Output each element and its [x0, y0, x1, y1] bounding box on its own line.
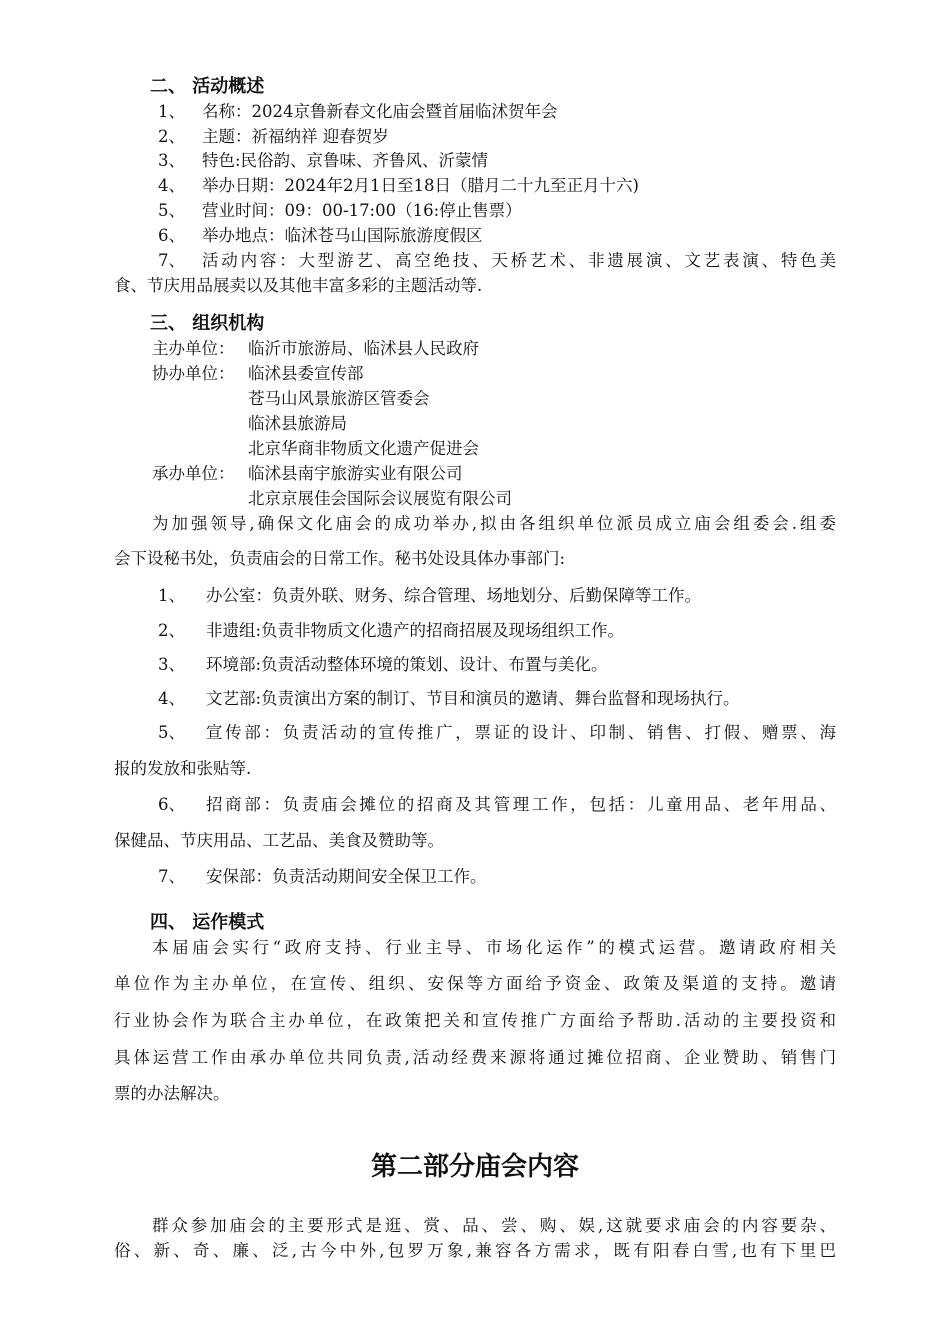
dept-text: 宣传部：负责活动的宣传推广，票证的设计、印制、销售、打假、赠票、海	[206, 723, 836, 742]
organizer-label: 承办单位：	[152, 464, 235, 483]
organizer-value: 北京京展佳会国际会议展览有限公司	[248, 489, 512, 508]
paragraph-line: 为加强领导,确保文化庙会的成功举办,拟由各组织单位派员成立庙会组委会.组委	[152, 514, 836, 533]
dept-text: 招商部：负责庙会摊位的招商及其管理工作，包括：儿童用品、老年用品、	[206, 795, 836, 814]
organizer-value: 临沭县南宇旅游实业有限公司	[248, 464, 463, 483]
dept-number: 7、	[158, 867, 185, 886]
item-number: 2、	[158, 127, 185, 146]
paragraph-line: 俗、新、奇、廉、泛,古今中外,包罗万象,兼容各方需求，既有阳春白雪,也有下里巴	[114, 1241, 836, 1260]
dept-text: 环境部:负责活动整体环境的策划、设计、布置与美化。	[206, 655, 608, 674]
dept-text-continuation: 报的发放和张贴等.	[114, 759, 252, 778]
dept-number: 6、	[158, 795, 185, 814]
section-heading-organization: 三、 组织机构	[150, 313, 265, 334]
paragraph-line: 行业协会作为联合主办单位，在政策把关和宣传推广方面给予帮助.活动的主要投资和	[114, 1011, 836, 1030]
co-host-value: 临沭县旅游局	[248, 414, 347, 433]
paragraph-line: 会下设秘书处，负责庙会的日常工作。秘书处设具体办事部门:	[114, 549, 566, 568]
co-host-label: 协办单位：	[152, 364, 235, 383]
dept-text: 安保部：负责活动期间安全保卫工作。	[206, 867, 487, 886]
section-heading-operation: 四、 运作模式	[150, 912, 265, 933]
co-host-value: 苍马山风景旅游区管委会	[248, 389, 430, 408]
item-text: 营业时间：09：00-17:00（16:停止售票）	[202, 201, 522, 220]
dept-number: 5、	[158, 723, 185, 742]
dept-number: 4、	[158, 689, 185, 708]
item-number: 6、	[158, 226, 185, 245]
paragraph-line: 票的办法解决。	[114, 1084, 230, 1103]
section-heading-overview: 二、 活动概述	[150, 76, 265, 97]
item-number: 7、	[158, 251, 185, 270]
item-number: 1、	[158, 102, 185, 121]
item-number: 5、	[158, 201, 185, 220]
dept-number: 2、	[158, 621, 185, 640]
item-text: 举办日期：2024年2月1日至18日（腊月二十九至正月十六)	[202, 176, 639, 195]
dept-text: 文艺部:负责演出方案的制订、节目和演员的邀请、舞台监督和现场执行。	[206, 689, 740, 708]
host-value: 临沂市旅游局、临沭县人民政府	[248, 339, 479, 358]
item-number: 3、	[158, 151, 185, 170]
paragraph-line: 本届庙会实行“政府支持、行业主导、市场化运作”的模式运营。邀请政府相关	[152, 938, 836, 957]
dept-number: 1、	[158, 586, 185, 605]
paragraph-line: 单位作为主办单位，在宣传、组织、安保等方面给予资金、政策及渠道的支持。邀请	[114, 974, 836, 993]
co-host-value: 北京华商非物质文化遗产促进会	[248, 439, 479, 458]
dept-number: 3、	[158, 655, 185, 674]
item-text-continuation: 食、节庆用品展卖以及其他丰富多彩的主题活动等.	[114, 276, 483, 295]
dept-text-continuation: 保健品、节庆用品、工艺品、美食及赞助等。	[114, 831, 444, 850]
paragraph-line: 具体运营工作由承办单位共同负责,活动经费来源将通过摊位招商、企业赞助、销售门	[114, 1048, 836, 1067]
paragraph-line: 群众参加庙会的主要形式是逛、赏、品、尝、购、娱,这就要求庙会的内容要杂、	[152, 1216, 836, 1235]
part-title: 第二部分庙会内容	[370, 1152, 579, 1182]
item-text: 特色:民俗韵、京鲁味、齐鲁风、沂蒙情	[202, 151, 489, 170]
item-text: 活动内容：大型游艺、高空绝技、天桥艺术、非遗展演、文艺表演、特色美	[202, 251, 836, 270]
host-label: 主办单位：	[152, 339, 235, 358]
item-text: 名称：2024京鲁新春文化庙会暨首届临沭贺年会	[202, 102, 558, 121]
co-host-value: 临沭县委宣传部	[248, 364, 364, 383]
item-number: 4、	[158, 176, 185, 195]
dept-text: 办公室：负责外联、财务、综合管理、场地划分、后勤保障等工作。	[206, 586, 701, 605]
item-text: 举办地点：临沭苍马山国际旅游度假区	[202, 226, 483, 245]
item-text: 主题：祈福纳祥 迎春贺岁	[202, 127, 389, 146]
dept-text: 非遗组:负责非物质文化遗产的招商招展及现场组织工作。	[206, 621, 625, 640]
